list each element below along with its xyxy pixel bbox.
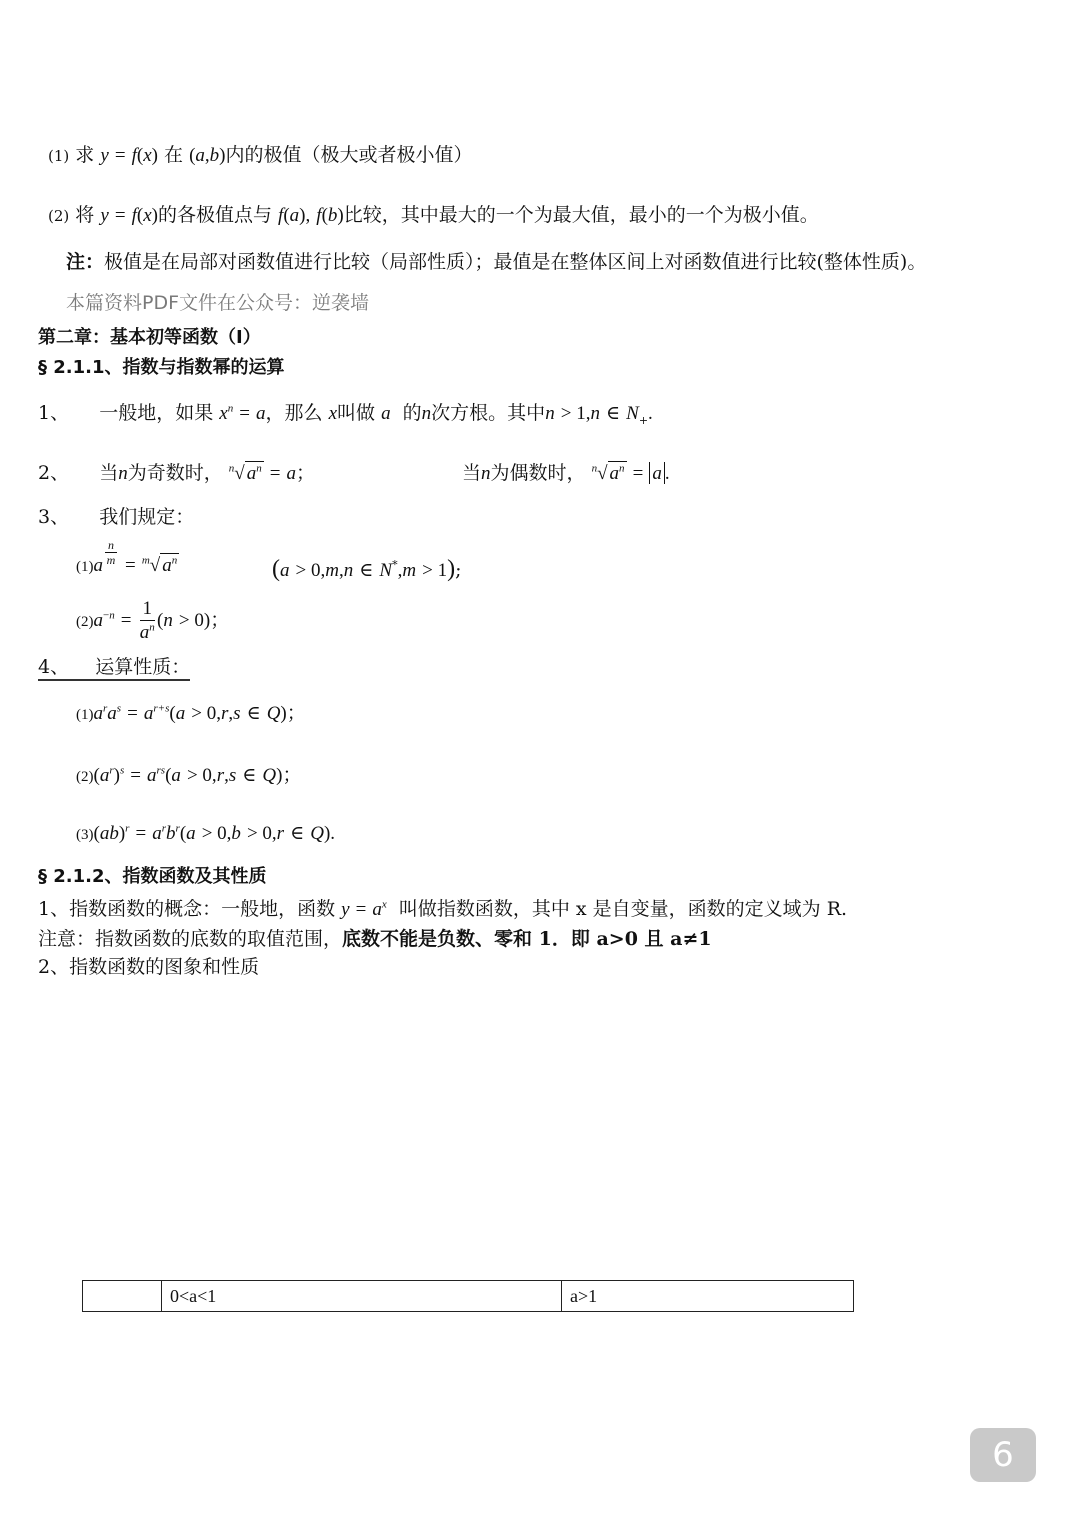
rule-3-1-condition: (a > 0,m,n ∈ N*,m > 1); bbox=[272, 556, 462, 582]
exp-graph-heading: 2、指数函数的图象和性质 bbox=[38, 956, 260, 978]
step-2-line: (2) 将 y = f(x)的各极值点与 f(a), f(b)比较，其中最大的一个为最大值，最小的一个为极小值。 bbox=[48, 204, 819, 226]
rule-3-2: $(2)a^{-n}$ = $\frac{1}{a^n}$ (n > 0)； bbox=[76, 598, 230, 643]
table-header-cell bbox=[83, 1281, 162, 1312]
table-row bbox=[83, 1281, 854, 1312]
section-title-2-1-2: § 2.1.2、指数函数及其性质 bbox=[38, 866, 267, 887]
property-2: $(2)(a^r)^s = a^{rs}(a > 0,r,s$ ∈ Q)； bbox=[76, 764, 302, 786]
section-title-2-1-1: § 2.1.1、指数与指数幂的运算 bbox=[38, 357, 285, 378]
table-header-cell: a>1 bbox=[562, 1281, 854, 1312]
page-number-badge: 6 bbox=[970, 1428, 1036, 1482]
item-2-even-case: 当n为偶数时， $^n$√ $a^n = a$ . bbox=[462, 462, 670, 484]
item-1-line: 1、 一般地，如果 $x^n = a$，那么 x叫做 a 的n次方根。其中n > 1,n ∈ $N_+$. bbox=[38, 402, 653, 427]
chapter-title: 第二章：基本初等函数（Ⅰ） bbox=[38, 327, 261, 348]
property-1: $(1)a^ra^s = a^{r+s}(a > 0,r,s$ ∈ Q)； bbox=[76, 702, 306, 724]
item-4-line: 4、 运算性质： bbox=[38, 654, 190, 680]
properties-table bbox=[82, 1280, 854, 1312]
item-2-line: 2、 当n为奇数时， $^n$√ $a^n = a$； bbox=[38, 462, 316, 484]
item-3-line: 3、 我们规定： bbox=[38, 506, 195, 528]
exp-base-note: 注意：指数函数的底数的取值范围，底数不能是负数、零和 1．即 a>0 且 a≠1 bbox=[38, 928, 712, 950]
table-header-cell: 0<a<1 bbox=[162, 1281, 562, 1312]
note-line bbox=[66, 249, 926, 275]
rule-3-1: (1)a $\frac{n}{m}$ = $^m$√ $a^n$ bbox=[76, 538, 178, 576]
watermark-text: 本篇资料PDF文件在公众号：逆袭墙 bbox=[66, 292, 370, 314]
exp-function-definition: 1、指数函数的概念：一般地，函数 $y = a^x$ 叫做指数函数，其中 x 是自变量，函数的定义域为 R. bbox=[38, 898, 848, 920]
property-3: $(3)(ab)^r = a^rb^r(a > 0,b > 0,r$ ∈ Q). bbox=[76, 822, 336, 844]
note-label: 注： bbox=[66, 251, 105, 273]
step-1-line: (1) 求 y = f(x) 在 (a,b)内的极值（极大或者极小值） bbox=[48, 144, 473, 166]
note-text: 极值是在局部对函数值进行比较（局部性质）；最值是在整体区间上对函数值进行比较(整体性质)。 bbox=[104, 251, 927, 273]
